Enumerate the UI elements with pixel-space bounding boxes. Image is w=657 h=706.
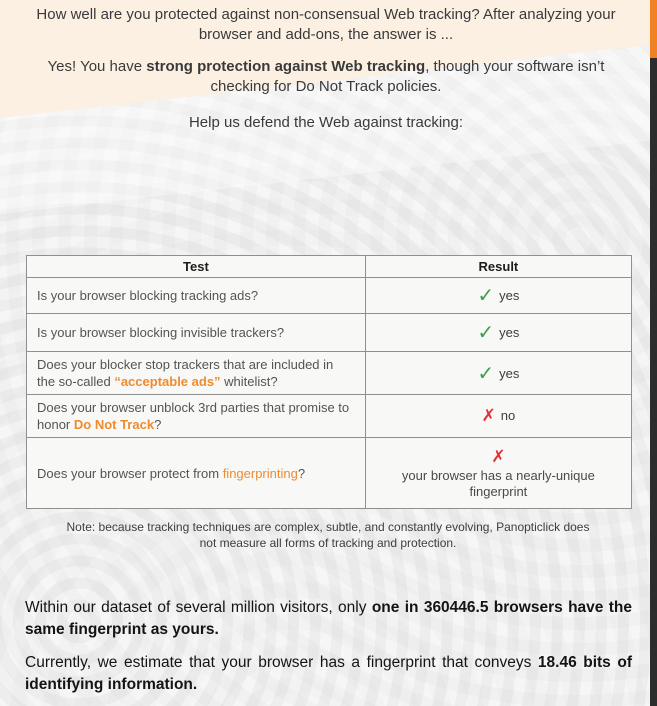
test-result [365, 278, 631, 314]
question-text: whitelist? [220, 374, 278, 389]
entropy-value: 18.46 bits of identifying information. [25, 654, 632, 693]
result-detail: your browser has a nearly-unique fingerprint [401, 467, 595, 499]
verdict-pre: Yes! You have [47, 58, 147, 75]
column-header-test: Test [27, 256, 366, 278]
table-row-acceptable-ads [27, 352, 632, 395]
result-label: yes [499, 288, 520, 303]
cross-icon: ✗ [481, 406, 496, 425]
question-text: Does your blocker stop trackers that are included in the so-called [37, 357, 334, 389]
verdict-bold: strong protection against Web tracking [146, 58, 426, 75]
table-row-tracking-ads [27, 278, 632, 314]
test-result [365, 314, 631, 352]
test-result [365, 395, 631, 438]
donate-prompt: Help us defend the Web against tracking: [188, 114, 464, 131]
measurement-note: Note: because tracking techniques are complex, subtle, and constantly evolving, Panopticlick does not measure all forms of tracking and protection. [66, 520, 590, 550]
test-question [27, 352, 366, 395]
acceptable-ads-link[interactable]: “acceptable ads” [114, 374, 221, 389]
test-question [27, 395, 366, 438]
fingerprinting-link[interactable]: fingerprinting [222, 465, 298, 481]
verdict-post: , though your software isn’t checking for Do Not Track policies. [210, 58, 605, 95]
table-row-invisible-trackers [27, 314, 632, 352]
table-header-row [27, 256, 632, 278]
results-table [26, 255, 632, 509]
test-result [365, 352, 631, 395]
entropy-pre: Currently, we estimate that your browser has a fingerprint that conveys [25, 654, 538, 671]
table-row-do-not-track [27, 395, 632, 438]
check-icon: ✓ [477, 322, 495, 344]
test-question [27, 314, 366, 352]
result-label: yes [499, 325, 520, 340]
question-text: Is your browser blocking invisible trackers? [37, 325, 285, 340]
test-question [27, 278, 366, 314]
uniqueness-value: one in 360446.5 browsers have the same fingerprint as yours. [25, 599, 632, 638]
check-icon: ✓ [477, 285, 495, 307]
table-row-fingerprinting [27, 438, 632, 509]
question-text: Does your browser unblock 3rd parties that promise to honor [37, 400, 350, 432]
test-result [365, 438, 631, 509]
question-text: ? [297, 465, 306, 481]
intro-text: How well are you protected against non-consensual Web tracking? After analyzing your browser and add-ons, the answer is ... [36, 6, 616, 43]
column-header-result: Result [365, 256, 631, 278]
do-not-track-link[interactable]: Do Not Track [73, 417, 155, 432]
uniqueness-pre: Within our dataset of several million visitors, only [25, 599, 372, 616]
result-label: no [500, 408, 516, 423]
scrollbar-thumb[interactable] [650, 0, 657, 58]
uniqueness-stat [25, 597, 632, 640]
test-question [27, 438, 366, 509]
cross-icon: ✗ [491, 446, 506, 466]
result-label: yes [499, 365, 520, 381]
entropy-stat [25, 652, 632, 695]
check-icon: ✓ [477, 362, 495, 385]
scrollbar-track[interactable] [650, 0, 657, 706]
question-text: Is your browser blocking tracking ads? [37, 288, 259, 303]
question-text: Does your browser protect from [37, 465, 223, 481]
question-text: ? [154, 417, 162, 432]
verdict-text [18, 57, 634, 97]
